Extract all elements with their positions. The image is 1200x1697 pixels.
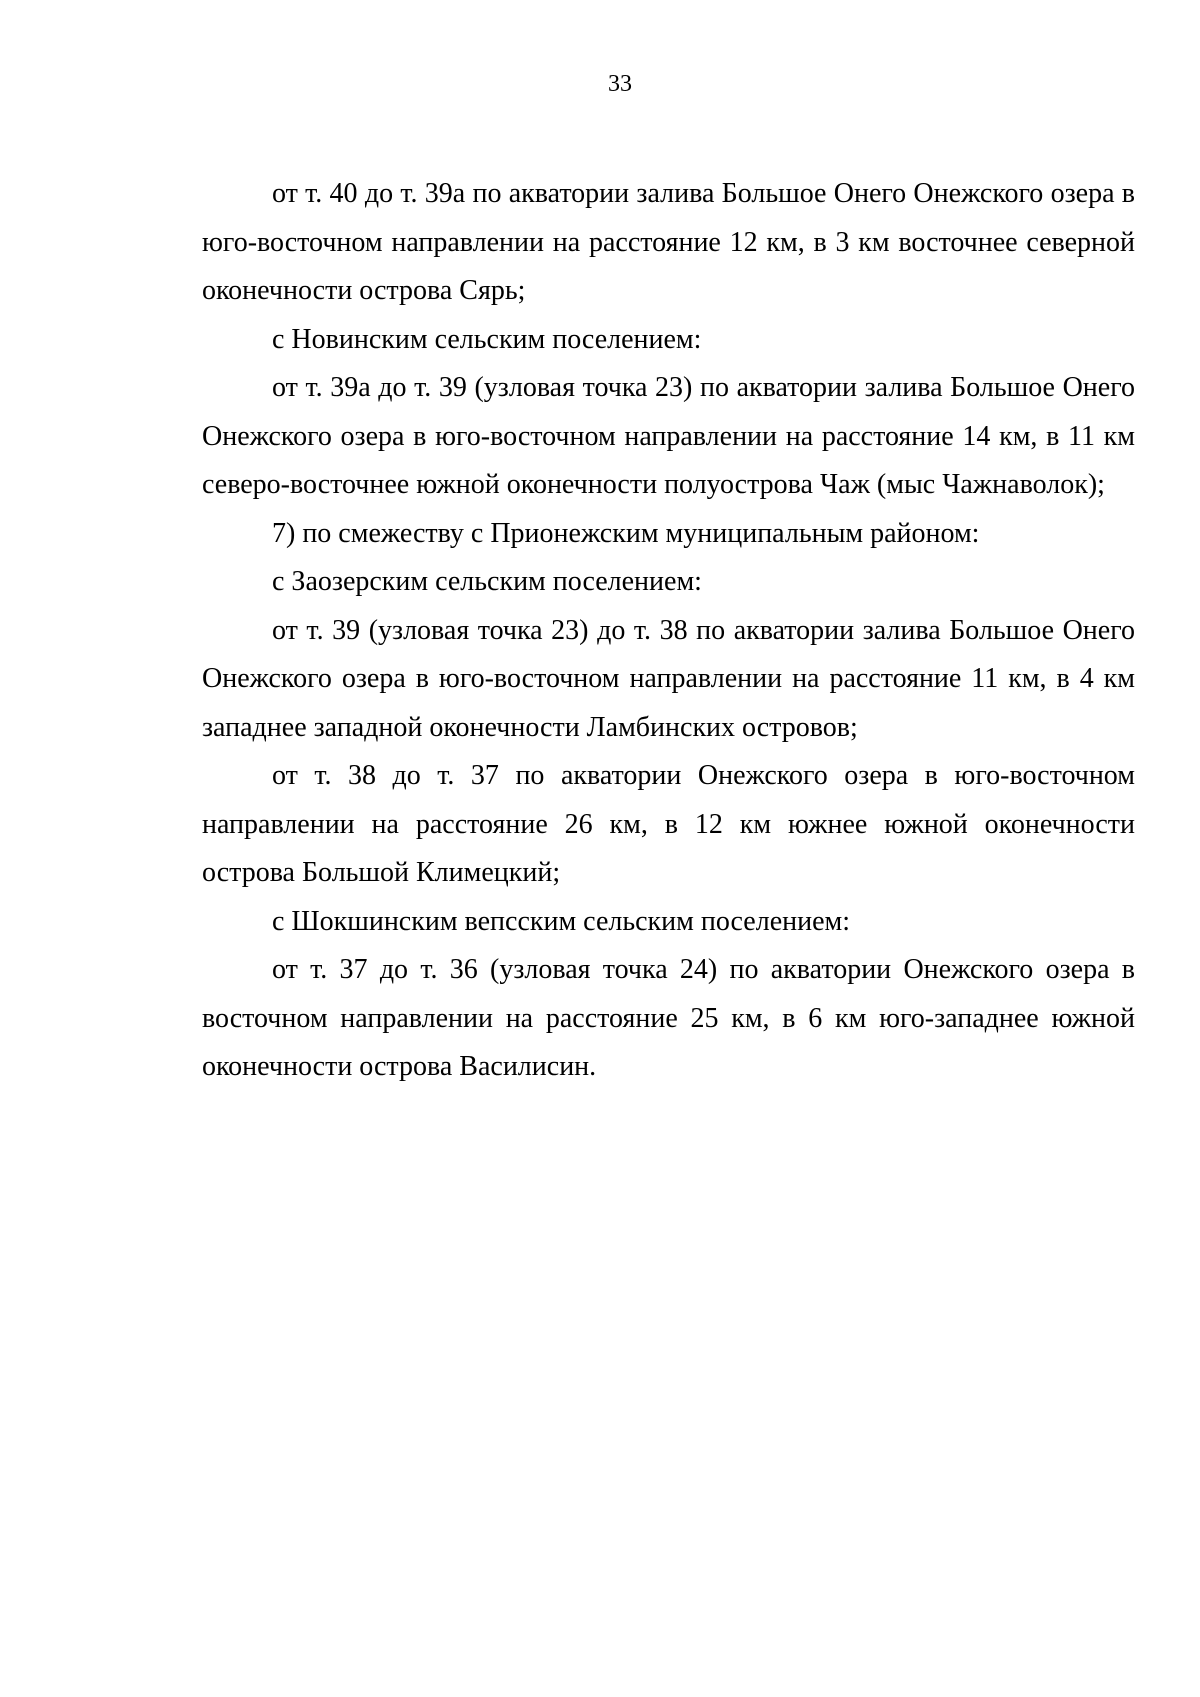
paragraph-segment-t39-t38: от т. 39 (узловая точка 23) до т. 38 по акватории залива Большое Онего Онежского озера в юго-восточном направлении на расстояние 11 км, в 4 км западнее западной оконечности Ламбинских островов; xyxy=(202,614,1135,743)
paragraph-segment-t37-t36: от т. 37 до т. 36 (узловая точка 24) по акватории Онежского озера в восточном направлении на расстояние 25 км, в 6 км юго-западнее южной оконечности острова Василисин. xyxy=(202,954,1135,1082)
document-body xyxy=(202,170,1135,1092)
paragraph-novinskoe-heading: с Новинским сельским поселением: xyxy=(272,323,702,355)
paragraph-segment-t40-t39a: от т. 40 до т. 39а по акватории залива Большое Онего Онежского озера в юго-восточном направлении на расстояние 12 км, в 3 км восточнее северной оконечности острова Сярь; xyxy=(202,178,1135,306)
page-number: 33 xyxy=(608,71,632,97)
paragraph-section-7-prionezhsky: 7) по смежеству с Прионежским муниципальным районом: xyxy=(272,517,980,549)
paragraph-shokshinskoe-heading: с Шокшинским вепсским сельским поселением: xyxy=(272,905,851,937)
paragraph-segment-t38-t37: от т. 38 до т. 37 по акватории Онежского озера в юго-восточном направлении на расстояние 26 км, в 12 км южнее южной оконечности острова Большой Климецкий; xyxy=(202,760,1135,888)
paragraph-zaozerskoe-heading: с Заозерским сельским поселением: xyxy=(272,566,702,597)
paragraph-segment-t39a-t39: от т. 39а до т. 39 (узловая точка 23) по акватории залива Большое Онего Онежского озера в юго-восточном направлении на расстояние 14 км, в 11 км северо-восточнее южной оконечности полуострова Чаж (мыс Чажнаволок); xyxy=(202,372,1135,500)
